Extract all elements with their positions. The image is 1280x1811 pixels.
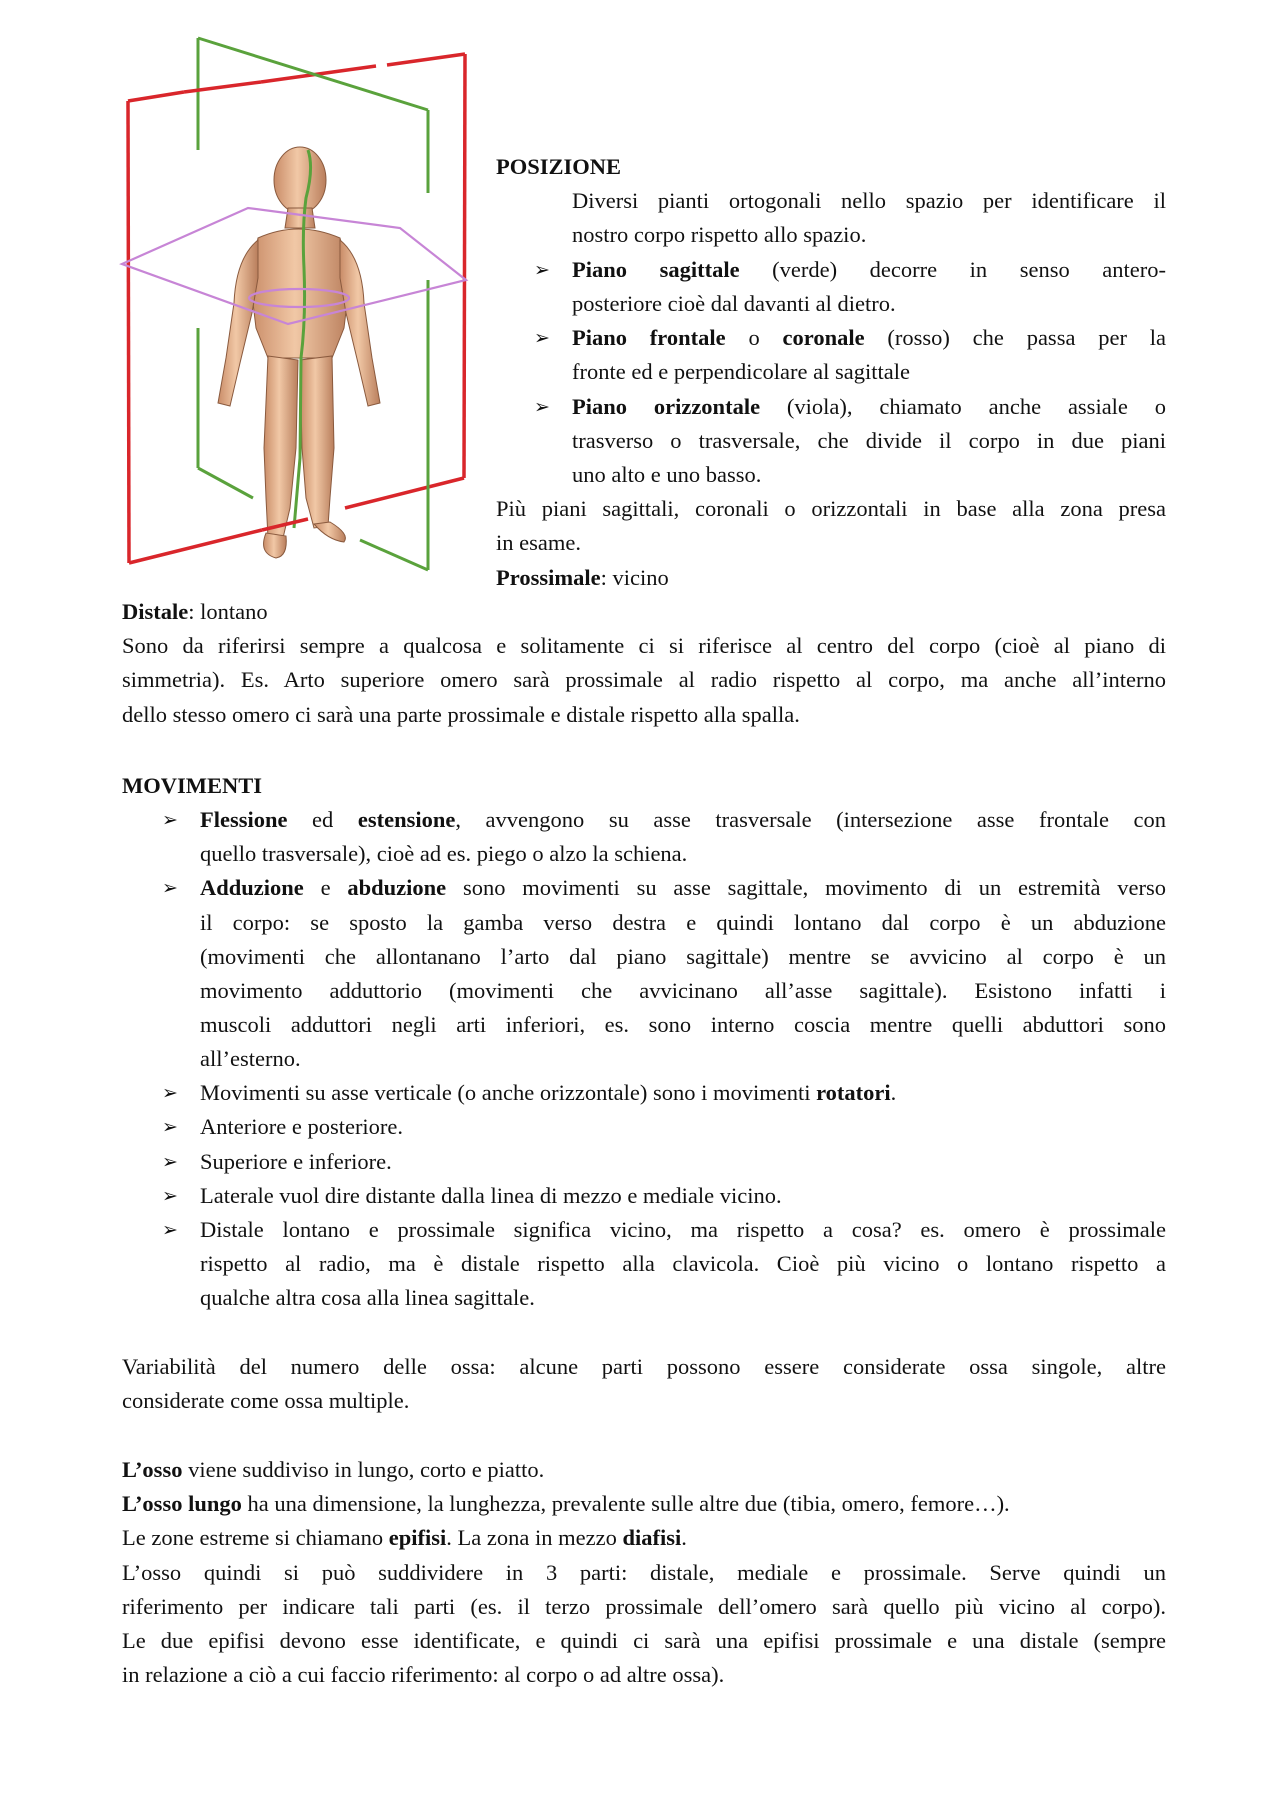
- bullet-flessione-line-2: quello trasversale), cioè ad es. piego o alzo la schiena.: [200, 841, 688, 866]
- variabilita-line-1: Variabilità del numero delle ossa: alcune parti possono essere considerate ossa singole, altre: [122, 1354, 1166, 1379]
- bullet-distale-prossimale: Distale lontano e prossimale significa vicino, ma rispetto a cosa? es. omero è prossimale: [200, 1217, 1166, 1242]
- prossimale-definition: Prossimale: vicino: [496, 565, 669, 590]
- posizione-after-line-2: in esame.: [496, 530, 581, 555]
- bullet-movimenti-rotatori: Movimenti su asse verticale (o anche orizzontale) sono i movimenti rotatori.: [200, 1080, 897, 1105]
- bullet-distale-prossimale-line-3: qualche altra cosa alla linea sagittale.: [200, 1285, 535, 1310]
- osso-classification: L’osso viene suddiviso in lungo, corto e piatto.: [122, 1457, 545, 1482]
- osso-paragraph-line-1: L’osso quindi si può suddividere in 3 parti: distale, mediale e prossimale. Serve quindi un: [122, 1560, 1166, 1585]
- bullet-piano-orizzontale-line-3: uno alto e uno basso.: [572, 462, 762, 487]
- bullet-adduzione-abduzione: Adduzione e abduzione sono movimenti su asse sagittale, movimento di un estremità verso: [200, 875, 1166, 900]
- human-figure: [218, 147, 380, 558]
- bullet-adduzione-line-4: movimento adduttorio (movimenti che avvicinano all’asse sagittale). Esistono infatti i: [200, 978, 1166, 1003]
- bullet-arrow-icon: ➢: [534, 396, 550, 418]
- posizione-paragraph-line-2: simmetria). Es. Arto superiore omero sarà prossimale al radio rispetto al corpo, ma anche all’interno: [122, 667, 1166, 692]
- anatomical-planes-illustration: [118, 28, 478, 588]
- bullet-piano-sagittale: Piano sagittale (verde) decorre in senso antero-: [572, 257, 1166, 282]
- osso-paragraph-line-2: riferimento per indicare tali parti (es. il terzo prossimale dell’omero sarà quello più vicino al corpo).: [122, 1594, 1166, 1619]
- bullet-piano-frontale-line-2: fronte ed e perpendicolare al sagittale: [572, 359, 910, 384]
- bullet-anteriore-posteriore: Anteriore e posteriore.: [200, 1114, 404, 1139]
- bullet-distale-prossimale-line-2: rispetto al radio, ma è distale rispetto alla clavicola. Cioè più vicino o lontano rispetto a: [200, 1251, 1166, 1276]
- bullet-piano-sagittale-line-2: posteriore cioè dal davanti al dietro.: [572, 291, 896, 316]
- epifisi-diafisi-line: Le zone estreme si chiamano epifisi. La zona in mezzo diafisi.: [122, 1525, 687, 1550]
- osso-lungo-definition: L’osso lungo ha una dimensione, la lunghezza, prevalente sulle altre due (tibia, omero, femore…).: [122, 1491, 1010, 1516]
- bullet-adduzione-line-5: muscoli adduttori negli arti inferiori, es. sono interno coscia mentre quelli abduttori sono: [200, 1012, 1166, 1037]
- bullet-piano-frontale: Piano frontale o coronale (rosso) che passa per la: [572, 325, 1167, 350]
- distale-definition: Distale: lontano: [122, 599, 268, 624]
- bullet-arrow-icon: ➢: [534, 327, 550, 349]
- bullet-arrow-icon: ➢: [162, 809, 178, 831]
- posizione-paragraph-line-3: dello stesso omero ci sarà una parte prossimale e distale rispetto alla spalla.: [122, 702, 800, 727]
- bullet-arrow-icon: ➢: [162, 1219, 178, 1241]
- posizione-paragraph-line-1: Sono da riferirsi sempre a qualcosa e solitamente ci si riferisce al centro del corpo (cioè al piano di: [122, 633, 1166, 658]
- bullet-arrow-icon: ➢: [534, 259, 550, 281]
- variabilita-line-2: considerate come ossa multiple.: [122, 1388, 410, 1413]
- bullet-piano-orizzontale-line-2: trasverso o trasversale, che divide il corpo in due piani: [572, 428, 1166, 453]
- posizione-intro-line-1: Diversi pianti ortogonali nello spazio per identificare il: [572, 188, 1166, 213]
- bullet-adduzione-line-6: all’esterno.: [200, 1046, 301, 1071]
- bullet-arrow-icon: ➢: [162, 1151, 178, 1173]
- bullet-adduzione-line-2: il corpo: se sposto la gamba verso destra e quindi lontano dal corpo è un abduzione: [200, 910, 1166, 935]
- bullet-adduzione-line-3: (movimenti che allontanano l’arto dal piano sagittale) mentre se avvicino al corpo è un: [200, 944, 1166, 969]
- bullet-arrow-icon: ➢: [162, 1116, 178, 1138]
- bullet-arrow-icon: ➢: [162, 1082, 178, 1104]
- bullet-flessione-estensione: Flessione ed estensione, avvengono su asse trasversale (intersezione asse frontale con: [200, 807, 1166, 832]
- bullet-arrow-icon: ➢: [162, 877, 178, 899]
- osso-paragraph-line-4: in relazione a ciò a cui faccio riferimento: al corpo o ad altre ossa).: [122, 1662, 725, 1687]
- bullet-piano-orizzontale: Piano orizzontale (viola), chiamato anche assiale o: [572, 394, 1167, 419]
- movimenti-heading: MOVIMENTI: [122, 773, 262, 798]
- posizione-heading: POSIZIONE: [496, 154, 622, 179]
- bullet-arrow-icon: ➢: [162, 1185, 178, 1207]
- osso-paragraph-line-3: Le due epifisi devono esse identificate, e quindi ci sarà una epifisi prossimale e una distale (sempre: [122, 1628, 1166, 1653]
- posizione-intro-line-2: nostro corpo rispetto allo spazio.: [572, 222, 867, 247]
- bullet-laterale-mediale: Laterale vuol dire distante dalla linea di mezzo e mediale vicino.: [200, 1183, 782, 1208]
- posizione-after-line-1: Più piani sagittali, coronali o orizzontali in base alla zona presa: [496, 496, 1166, 521]
- bullet-superiore-inferiore: Superiore e inferiore.: [200, 1149, 392, 1174]
